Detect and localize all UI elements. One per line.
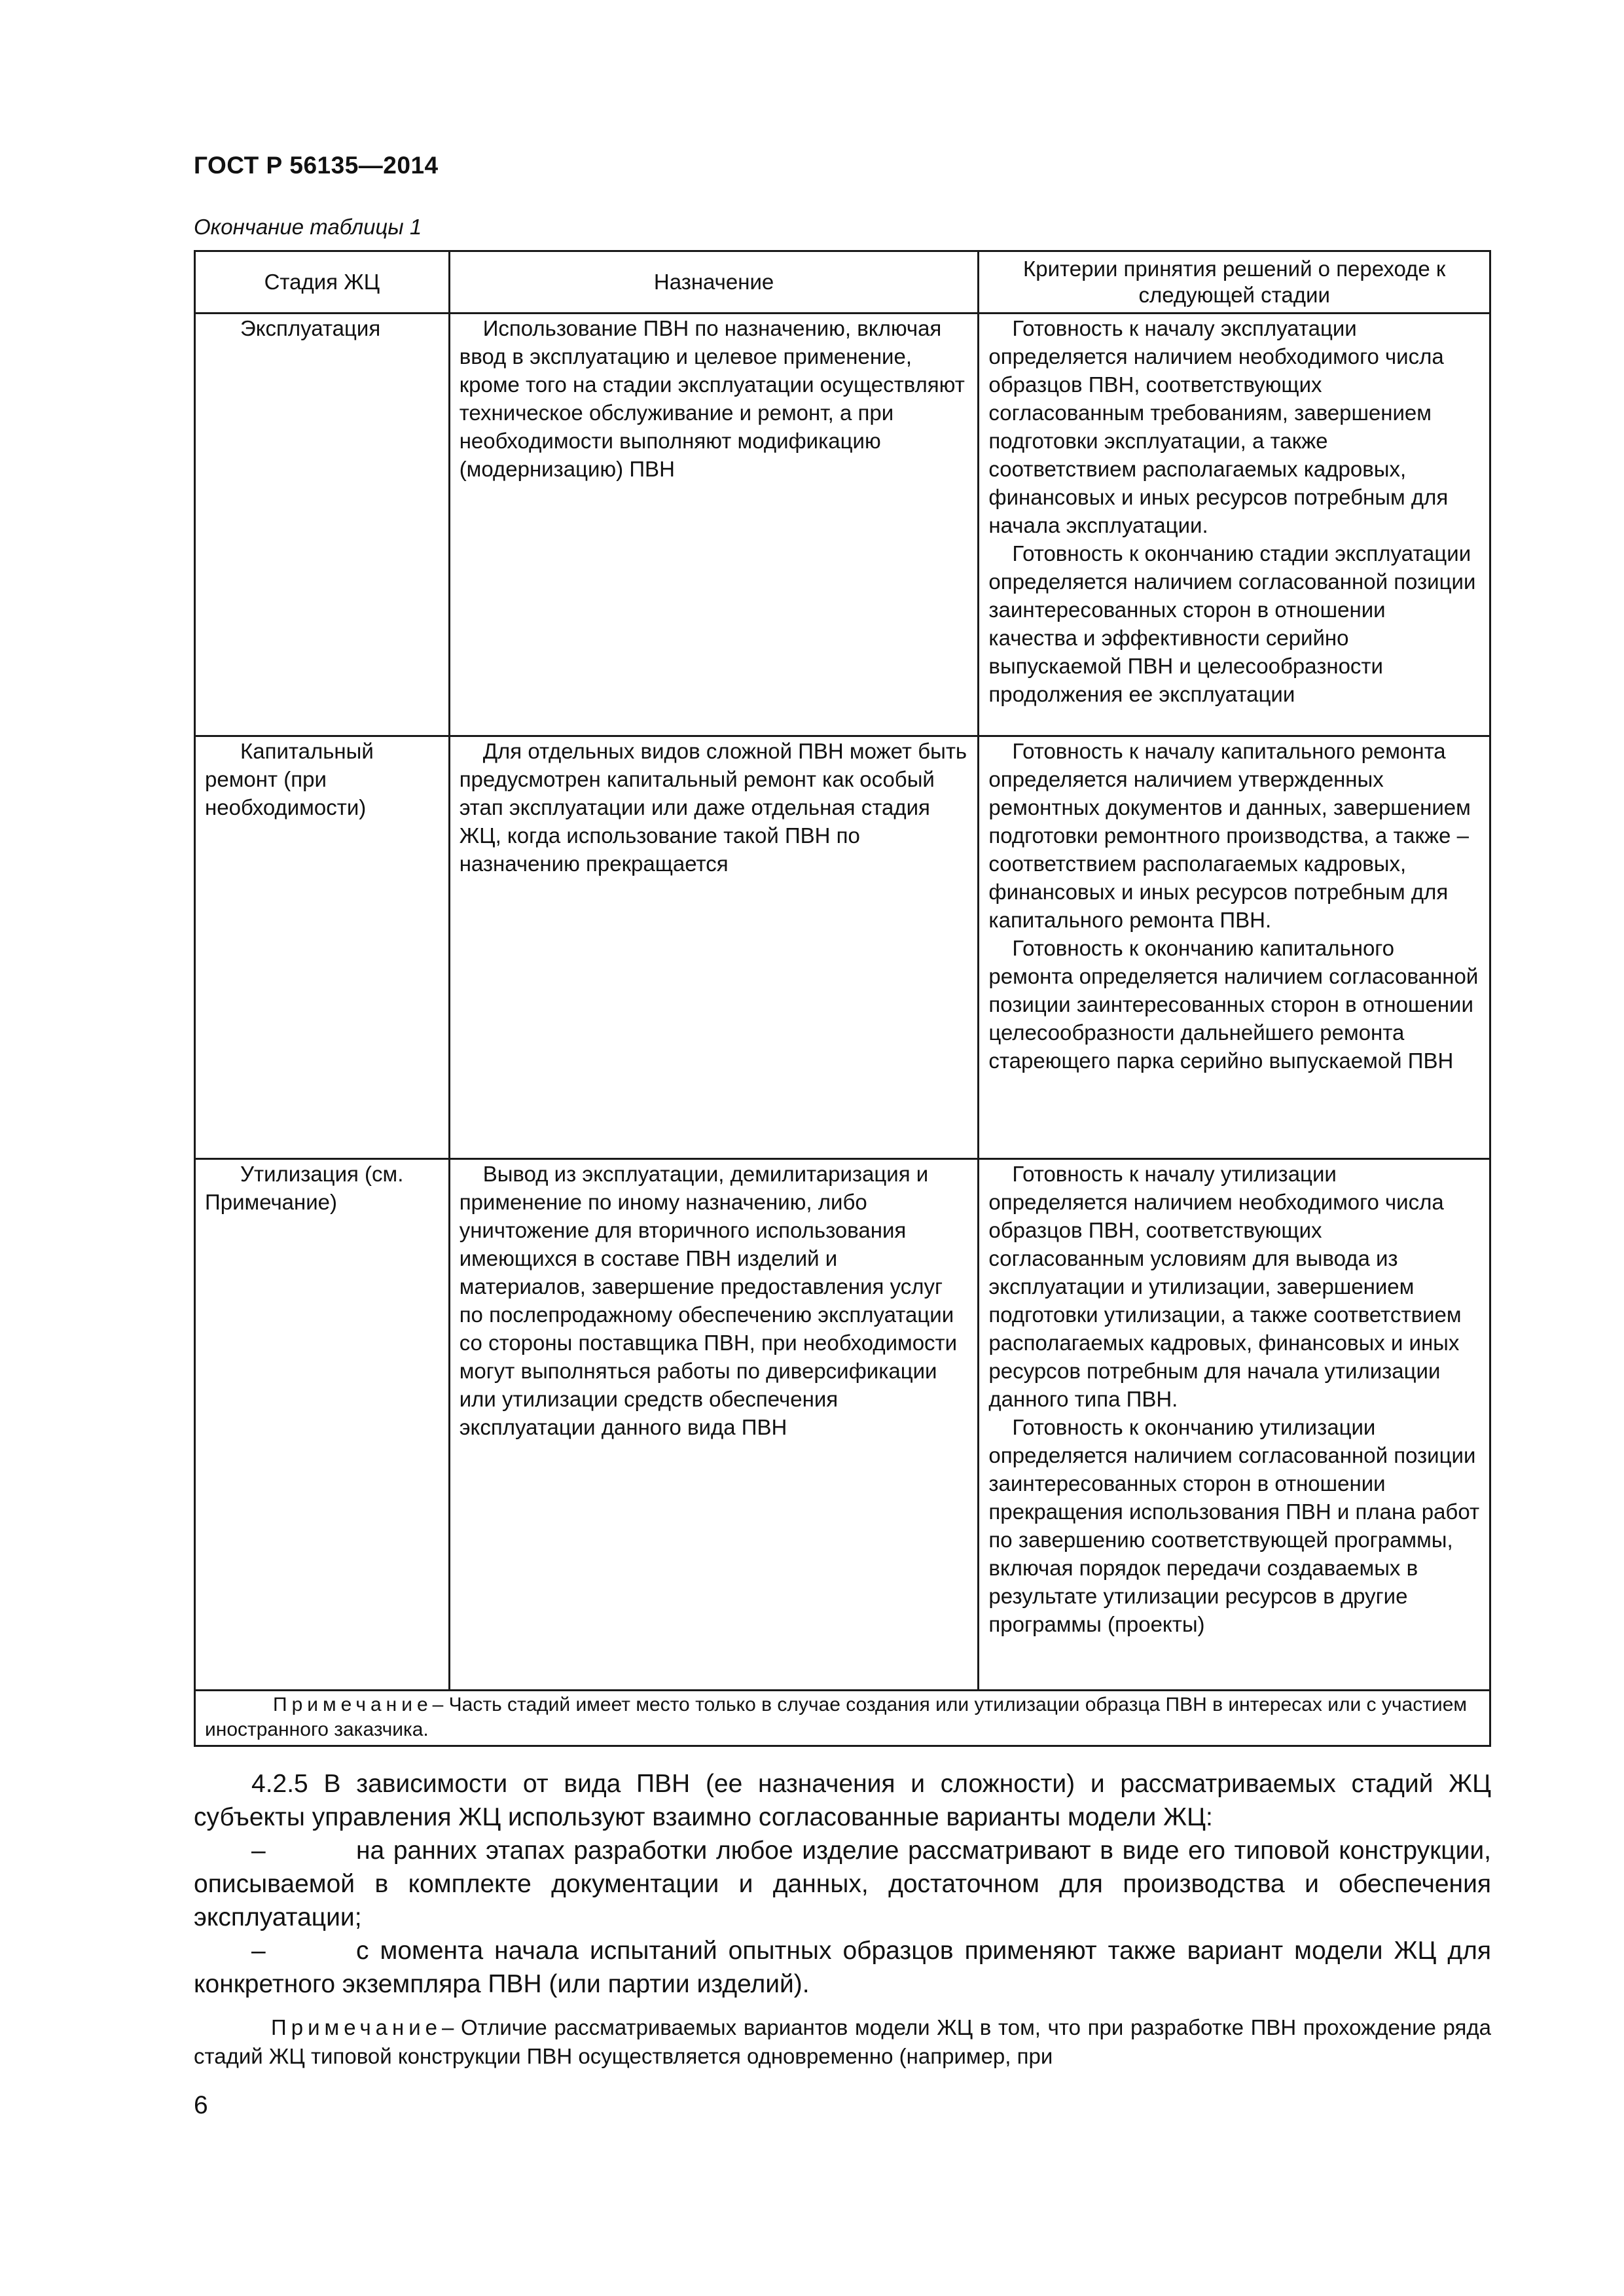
column-header-purpose: Назначение xyxy=(449,251,979,314)
criteria-end-text: Готовность к окончанию стадии эксплуатации определяется наличием согласованной позиции заинтересованных сторон в отношении качества и эффективности серийно выпускаемой ПВН и целесообразности продолжения ее эксплуатации xyxy=(988,541,1476,706)
criteria-start-text: Готовность к началу эксплуатации определяется наличием необходимого числа образцов ПВН, соответствующих согласованным требованиям, завершением подготовки эксплуатации, а также соответствием располагаемых кадровых, финансовых и иных ресурсов потребным для начала эксплуатации. xyxy=(988,316,1449,537)
purpose-text: Для отдельных видов сложной ПВН может быть предусмотрен капитальный ремонт как особый этап эксплуатации или даже отдельная стадия ЖЦ, когда использование такой ПВН по назначению прекращается xyxy=(459,739,967,876)
document-header: ГОСТ Р 56135—2014 xyxy=(194,152,439,179)
table-row xyxy=(195,1159,1490,1691)
table-note xyxy=(195,1691,1490,1746)
lifecycle-stages-table xyxy=(194,250,1491,1747)
criteria-cell xyxy=(979,1159,1490,1691)
table-row xyxy=(195,736,1490,1159)
stage-cell xyxy=(195,314,450,736)
list-item-text: с момента начала испытаний опытных образцов применяют также вариант модели ЖЦ для конкретного экземпляра ПВН (или партии изделий). xyxy=(194,1937,1491,1998)
criteria-cell xyxy=(979,736,1490,1159)
criteria-end-text: Готовность к окончанию утилизации определяется наличием согласованной позиции заинтересованных сторон в отношении прекращения использования ПВН и плана работ по завершению соответствующей программы, включая порядок передачи создаваемых в результате утилизации ресурсов в другие программы (проекты) xyxy=(988,1415,1480,1636)
criteria-cell xyxy=(979,314,1490,736)
list-item-text: на ранних этапах разработки любое изделие рассматривают в виде его типовой конструкции, описываемой в комплекте документации и данных, достаточном для производства и обеспечения эксплуатации; xyxy=(194,1837,1491,1931)
table-caption: Окончание таблицы 1 xyxy=(194,215,422,239)
criteria-end-text: Готовность к окончанию капитального ремонта определяется наличием согласованной позиции заинтересованных сторон в отношении целесообразности дальнейшего ремонта стареющего парка серийно выпускаемой ПВН xyxy=(988,936,1479,1073)
list-item xyxy=(194,1934,1491,2001)
purpose-cell xyxy=(449,314,979,736)
stage-cell xyxy=(195,736,450,1159)
purpose-text: Использование ПВН по назначению, включая ввод в эксплуатацию и целевое применение, кроме того на стадии эксплуатации осуществляют техническое обслуживание и ремонт, а при необходимости выполняют модификацию (модернизацию) ПВН xyxy=(459,316,965,481)
list-item xyxy=(194,1834,1491,1934)
bottom-note xyxy=(194,2013,1491,2071)
bottom-note-text: – Отличие рассматриваемых вариантов модели ЖЦ в том, что при разработке ПВН прохождение ряда стадий ЖЦ типовой конструкции ПВН осуществляется одновременно (например, при xyxy=(194,2015,1491,2068)
column-header-stage: Стадия ЖЦ xyxy=(195,251,450,314)
purpose-cell xyxy=(449,736,979,1159)
bottom-note-label: Примечание xyxy=(271,2015,442,2039)
stage-cell xyxy=(195,1159,450,1691)
list-bullet: – xyxy=(251,1937,266,1965)
table-note-label: Примечание xyxy=(273,1694,433,1715)
stage-name: Утилизация (см. Примечание) xyxy=(205,1162,404,1214)
column-header-criteria: Критерии принятия решений о переходе к следующей стадии xyxy=(979,251,1490,314)
stage-name: Капитальный ремонт (при необходимости) xyxy=(205,739,374,819)
section-paragraph: 4.2.5 В зависимости от вида ПВН (ее назначения и сложности) и рассматриваемых стадий ЖЦ субъекты управления ЖЦ используют взаимно согласованные варианты модели ЖЦ: xyxy=(194,1770,1491,1831)
purpose-cell xyxy=(449,1159,979,1691)
table-header-row xyxy=(195,251,1490,314)
purpose-text: Вывод из эксплуатации, демилитаризация и применение по иному назначению, либо уничтожение для вторичного использования имеющихся в составе ПВН изделий и материалов, завершение предоставления услуг по послепродажному обеспечению эксплуатации со стороны поставщика ПВН, при необходимости могут выполняться работы по диверсификации или утилизации средств обеспечения эксплуатации данного вида ПВН xyxy=(459,1162,958,1439)
list-bullet: – xyxy=(251,1837,266,1865)
stage-name: Эксплуатация xyxy=(240,316,381,340)
page-number: 6 xyxy=(194,2091,208,2119)
criteria-start-text: Готовность к началу капитального ремонта определяется наличием утвержденных ремонтных документов и данных, завершением подготовки ремонтного производства, а также – соответствием располагаемых кадровых, финансовых и иных ресурсов потребным для капитального ремонта ПВН. xyxy=(988,739,1471,932)
criteria-start-text: Готовность к началу утилизации определяется наличием необходимого числа образцов ПВН, соответствующих согласованным условиям для вывода из эксплуатации и утилизации, завершением подготовки утилизации, а также соответствием располагаемых кадровых, финансовых и иных ресурсов потребным для начала утилизации данного типа ПВН. xyxy=(988,1162,1462,1411)
table-note-row xyxy=(195,1691,1490,1746)
table-note-text: – Часть стадий имеет место только в случае создания или утилизации образца ПВН в интересах или с участием иностранного заказчика. xyxy=(205,1694,1468,1740)
table-row xyxy=(195,314,1490,736)
